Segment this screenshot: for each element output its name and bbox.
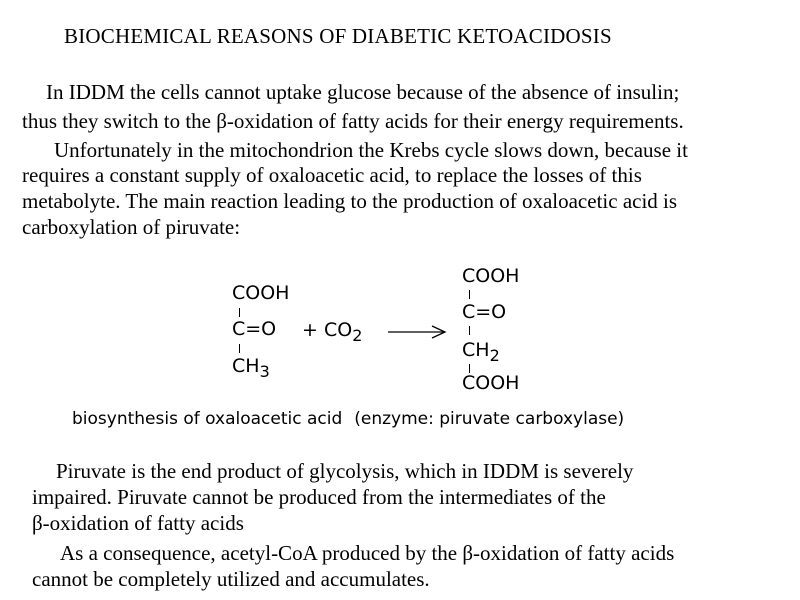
product-carbonyl: C=O — [462, 301, 507, 323]
paragraph-4-line-2: cannot be completely utilized and accumulates. — [32, 567, 430, 591]
paragraph-3-line-1: Piruvate is the end product of glycolysis, which in IDDM is severely — [56, 459, 634, 483]
paragraph-3-line-2: impaired. Piruvate cannot be produced from the intermediates of the — [32, 485, 606, 509]
paragraph-3-line-3: β-oxidation of fatty acids — [32, 511, 244, 535]
reaction-arrow-icon — [388, 325, 450, 339]
product-cooh-bottom: COOH — [462, 372, 520, 394]
reactant-carbonyl: C=O — [232, 318, 277, 340]
paragraph-2-line-1: Unfortunately in the mitochondrion the Krebs cycle slows down, because it — [54, 138, 688, 162]
reaction-caption — [72, 408, 624, 430]
paragraph-2-line-4: carboxylation of piruvate: — [22, 215, 241, 239]
product-cooh-top: COOH — [462, 265, 520, 287]
product-bond-1 — [469, 290, 470, 299]
product-ch2: $CH_2$ — [462, 339, 500, 365]
caption-enzyme: (enzyme: piruvate carboxylase) — [354, 409, 625, 429]
page-title: BIOCHEMICAL REASONS OF DIABETIC KETOACIDOSIS — [64, 24, 612, 48]
reactant-bond-2 — [239, 344, 240, 353]
caption-text: biosynthesis of oxaloacetic acid — [72, 409, 343, 429]
co2-reagent: + $CO_2$ — [302, 319, 363, 345]
paragraph-2-line-3: metabolyte. The main reaction leading to the production of oxaloacetic acid is — [22, 189, 678, 213]
product-bond-2 — [469, 326, 470, 335]
paragraph-1-line-1: In IDDM the cells cannot uptake glucose because of the absence of insulin; — [46, 80, 680, 104]
paragraph-4-line-1: As a consequence, acetyl-CoA produced by the β-oxidation of fatty acids — [60, 541, 675, 565]
reaction-diagram — [218, 258, 548, 398]
reactant-methyl: $CH_3$ — [232, 355, 270, 381]
reactant-bond-1 — [239, 308, 240, 317]
paragraph-2-line-2: requires a constant supply of oxaloacetic acid, to replace the losses of this — [22, 163, 642, 187]
paragraph-1-line-2: thus they switch to the β-oxidation of fatty acids for their energy requirements. — [22, 109, 684, 133]
reactant-cooh: COOH — [232, 282, 290, 304]
